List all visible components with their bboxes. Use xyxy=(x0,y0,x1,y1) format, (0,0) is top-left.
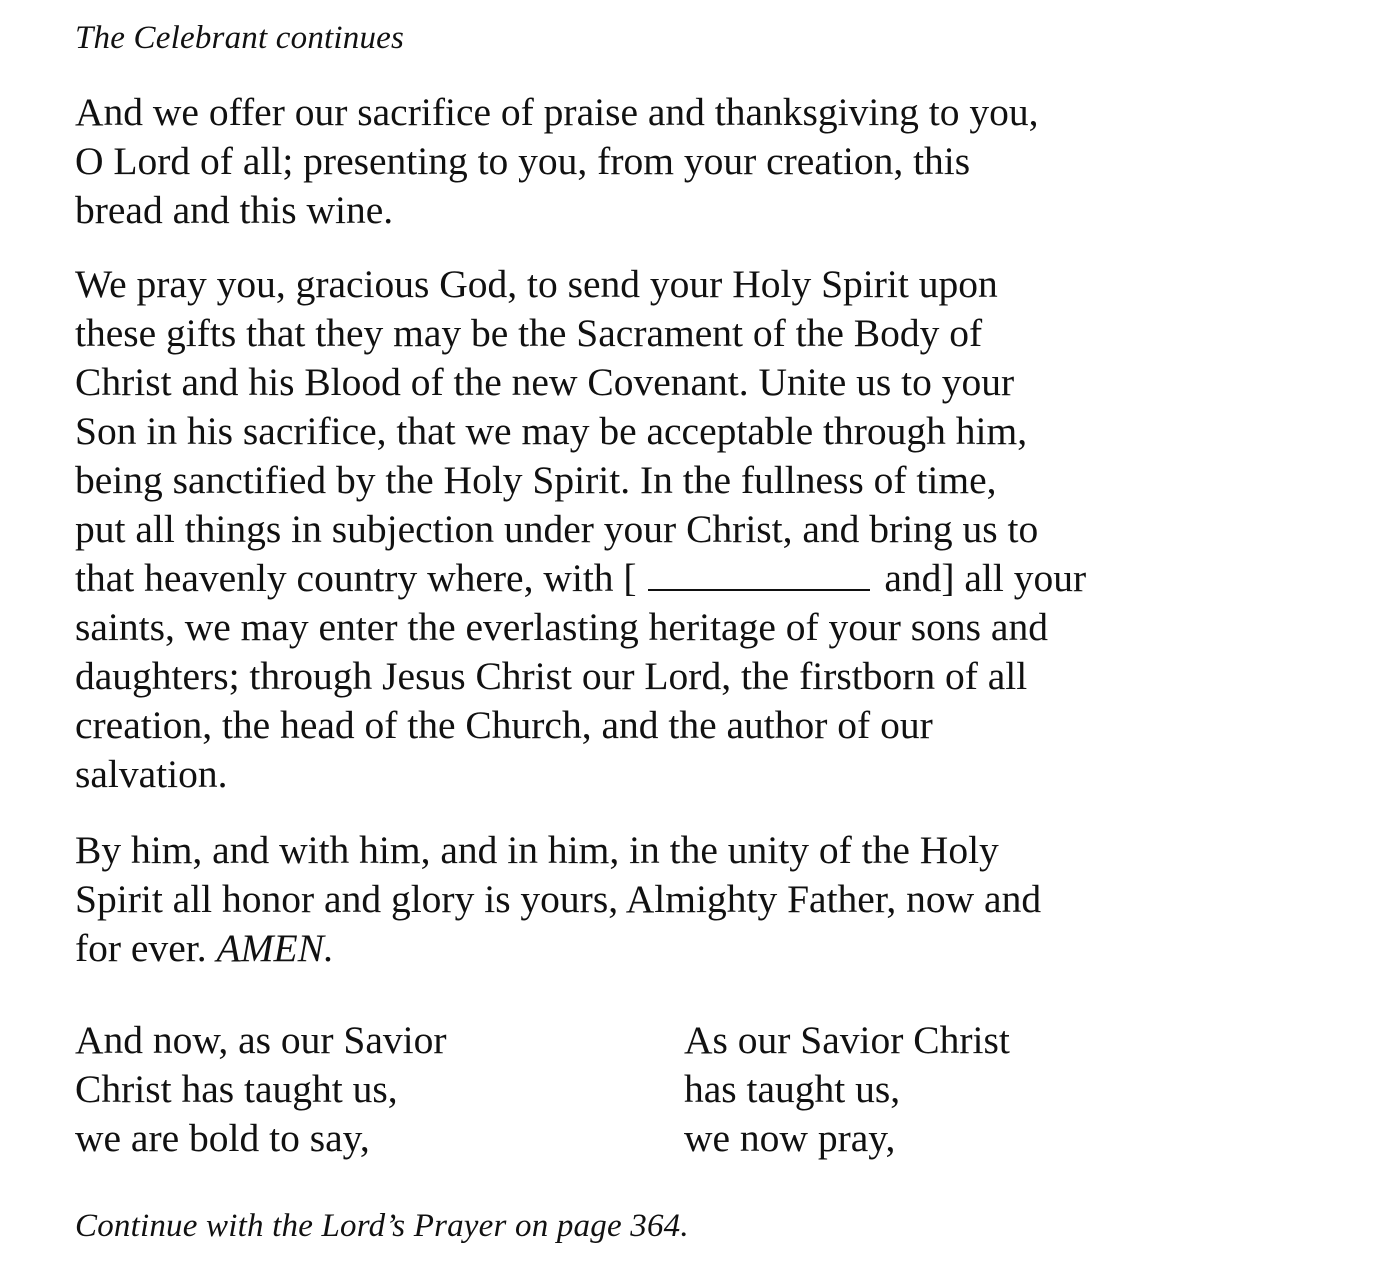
text-line: By him, and with him, and in him, in the unity of the Holy xyxy=(75,828,999,872)
text-line-with-blank xyxy=(75,554,1195,603)
amen-response: AMEN. xyxy=(216,926,334,970)
paragraph-doxology xyxy=(75,826,1195,973)
rubric-celebrant-continues: The Celebrant continues xyxy=(75,20,405,56)
saint-name-blank xyxy=(648,559,870,591)
text-line: put all things in subjection under your Christ, and bring us to xyxy=(75,507,1039,551)
text-line: saints, we may enter the everlasting heritage of your sons and xyxy=(75,605,1048,649)
text-line: And we offer our sacrifice of praise and thanksgiving to you, xyxy=(75,90,1039,134)
text-line: Christ and his Blood of the new Covenant. Unite us to your xyxy=(75,360,1015,404)
text-line: has taught us, xyxy=(684,1067,901,1111)
text-line: being sanctified by the Holy Spirit. In the fullness of time, xyxy=(75,458,997,502)
text-line-amen xyxy=(75,924,1195,973)
text-line: As our Savior Christ xyxy=(684,1018,1010,1062)
text-line: salvation. xyxy=(75,752,228,796)
text-line: we are bold to say, xyxy=(75,1116,370,1160)
paragraph-offering xyxy=(75,88,1195,235)
blank-line-end: and] all your xyxy=(884,556,1087,600)
text-line: Son in his sacrifice, that we may be acceptable through him, xyxy=(75,409,1028,453)
text-line: bread and this wine. xyxy=(75,188,394,232)
text-line: Christ has taught us, xyxy=(75,1067,398,1111)
text-line: these gifts that they may be the Sacrament of the Body of xyxy=(75,311,983,355)
text-line: We pray you, gracious God, to send your Holy Spirit upon xyxy=(75,262,998,306)
invitation-contemporary xyxy=(684,1016,1010,1163)
text-line: Spirit all honor and glory is yours, Almighty Father, now and xyxy=(75,877,1042,921)
text-line: daughters; through Jesus Christ our Lord, the firstborn of all xyxy=(75,654,1028,698)
text-line: And now, as our Savior xyxy=(75,1018,447,1062)
paragraph-epiclesis xyxy=(75,260,1195,799)
invitation-traditional xyxy=(75,1016,447,1163)
text-line: we now pray, xyxy=(684,1116,896,1160)
blank-line-start: that heavenly country where, with [ xyxy=(75,556,637,600)
text-line: creation, the head of the Church, and the author of our xyxy=(75,703,933,747)
rubric-continue-lords-prayer: Continue with the Lord’s Prayer on page 364. xyxy=(75,1208,689,1244)
text-line: O Lord of all; presenting to you, from your creation, this xyxy=(75,139,971,183)
doxology-end: for ever. xyxy=(75,926,217,970)
